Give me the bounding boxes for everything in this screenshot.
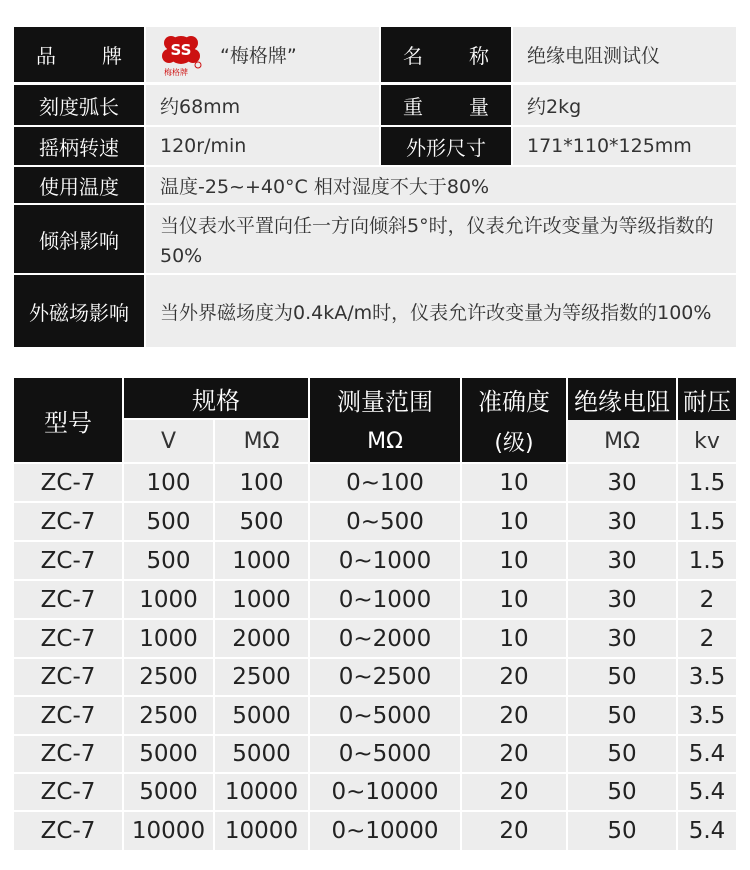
cell-mohm: 5000 (215, 736, 308, 772)
cell-model: ZC-7 (14, 464, 122, 501)
cell-voltage: 5000 (124, 774, 213, 810)
cell-voltage: 2500 (124, 697, 213, 734)
tilt-label: 倾斜影响 (14, 205, 144, 273)
cell-withstand: 1.5 (678, 503, 736, 540)
cell-accuracy: 10 (462, 620, 566, 657)
cell-range: 0~5000 (310, 697, 460, 734)
brand-logo: SS 梅格牌 (160, 34, 202, 76)
cell-withstand: 5.4 (678, 812, 736, 850)
cell-range: 0~10000 (310, 774, 460, 810)
header-model: 型号 (14, 378, 122, 462)
cell-insulation: 30 (568, 542, 676, 579)
magnet-label: 外磁场影响 (14, 275, 144, 347)
cell-mohm: 10000 (215, 812, 308, 850)
brand-value: “梅格牌” (220, 45, 297, 67)
header-withstand: 耐压 (678, 378, 736, 420)
cell-voltage: 500 (124, 503, 213, 540)
cell-mohm: 500 (215, 503, 308, 540)
header-insulation: 绝缘电阻 (568, 378, 676, 420)
brand-value-cell (146, 27, 379, 82)
cell-voltage: 1000 (124, 581, 213, 618)
cell-insulation: 30 (568, 581, 676, 618)
cell-accuracy: 20 (462, 812, 566, 850)
scale-label: 刻度弧长 (14, 85, 144, 125)
cell-accuracy: 20 (462, 736, 566, 772)
subheader-mohm: MΩ (215, 420, 308, 462)
brand-label: 品 牌 (14, 27, 144, 82)
cell-mohm: 1000 (215, 581, 308, 618)
subheader-insulation-unit: MΩ (568, 420, 676, 462)
temp-label: 使用温度 (14, 167, 144, 203)
subheader-range-unit: MΩ (310, 420, 460, 462)
cell-mohm: 2500 (215, 659, 308, 695)
crank-label: 摇柄转速 (14, 127, 144, 165)
weight-label: 重 量 (381, 85, 511, 125)
cell-model: ZC-7 (14, 774, 122, 810)
cell-accuracy: 20 (462, 659, 566, 695)
cell-range: 0~500 (310, 503, 460, 540)
cell-mohm: 10000 (215, 774, 308, 810)
cell-insulation: 50 (568, 736, 676, 772)
cell-range: 0~10000 (310, 812, 460, 850)
cell-model: ZC-7 (14, 697, 122, 734)
cell-mohm: 100 (215, 464, 308, 501)
cell-range: 0~1000 (310, 581, 460, 618)
size-value: 171*110*125mm (513, 127, 736, 165)
cell-model: ZC-7 (14, 542, 122, 579)
cell-voltage: 100 (124, 464, 213, 501)
cell-model: ZC-7 (14, 620, 122, 657)
cell-withstand: 2 (678, 581, 736, 618)
cell-range: 0~5000 (310, 736, 460, 772)
cell-voltage: 500 (124, 542, 213, 579)
cell-range: 0~100 (310, 464, 460, 501)
cell-range: 0~2000 (310, 620, 460, 657)
subheader-accuracy-unit: (级) (462, 420, 566, 462)
scale-value: 约68mm (146, 85, 379, 125)
cell-insulation: 30 (568, 503, 676, 540)
crank-value: 120r/min (146, 127, 379, 165)
subheader-v: V (124, 420, 213, 462)
cell-model: ZC-7 (14, 812, 122, 850)
magnet-value: 当外界磁场度为0.4kA/m时，仪表允许改变量为等级指数的100% (146, 275, 736, 347)
cell-accuracy: 10 (462, 464, 566, 501)
cell-accuracy: 10 (462, 581, 566, 618)
cell-insulation: 50 (568, 774, 676, 810)
cell-accuracy: 10 (462, 542, 566, 579)
cell-withstand: 5.4 (678, 736, 736, 772)
cell-mohm: 5000 (215, 697, 308, 734)
cell-model: ZC-7 (14, 503, 122, 540)
cell-mohm: 2000 (215, 620, 308, 657)
cell-voltage: 2500 (124, 659, 213, 695)
name-value: 绝缘电阻测试仪 (513, 27, 736, 82)
cell-insulation: 50 (568, 697, 676, 734)
name-label: 名 称 (381, 27, 511, 82)
temp-value: 温度-25~+40°C 相对湿度不大于80% (146, 167, 736, 203)
cell-withstand: 3.5 (678, 697, 736, 734)
cell-voltage: 5000 (124, 736, 213, 772)
header-accuracy: 准确度 (462, 378, 566, 420)
cell-withstand: 2 (678, 620, 736, 657)
header-spec: 规格 (124, 378, 308, 418)
cell-mohm: 1000 (215, 542, 308, 579)
cell-accuracy: 20 (462, 697, 566, 734)
size-label: 外形尺寸 (381, 127, 511, 165)
cell-voltage: 10000 (124, 812, 213, 850)
cell-insulation: 30 (568, 620, 676, 657)
cell-insulation: 30 (568, 464, 676, 501)
tilt-value: 当仪表水平置向任一方向倾斜5°时，仪表允许改变量为等级指数的50% (146, 205, 736, 273)
cell-insulation: 50 (568, 812, 676, 850)
cell-model: ZC-7 (14, 659, 122, 695)
cell-accuracy: 10 (462, 503, 566, 540)
header-range: 测量范围 (310, 378, 460, 420)
cell-range: 0~2500 (310, 659, 460, 695)
cell-insulation: 50 (568, 659, 676, 695)
cell-withstand: 5.4 (678, 774, 736, 810)
cell-range: 0~1000 (310, 542, 460, 579)
cell-withstand: 1.5 (678, 542, 736, 579)
weight-value: 约2kg (513, 85, 736, 125)
cell-withstand: 1.5 (678, 464, 736, 501)
subheader-withstand-unit: kv (678, 420, 736, 462)
cell-model: ZC-7 (14, 581, 122, 618)
svg-text:SS: SS (170, 40, 192, 59)
cell-voltage: 1000 (124, 620, 213, 657)
cell-accuracy: 20 (462, 774, 566, 810)
cell-model: ZC-7 (14, 736, 122, 772)
cell-withstand: 3.5 (678, 659, 736, 695)
